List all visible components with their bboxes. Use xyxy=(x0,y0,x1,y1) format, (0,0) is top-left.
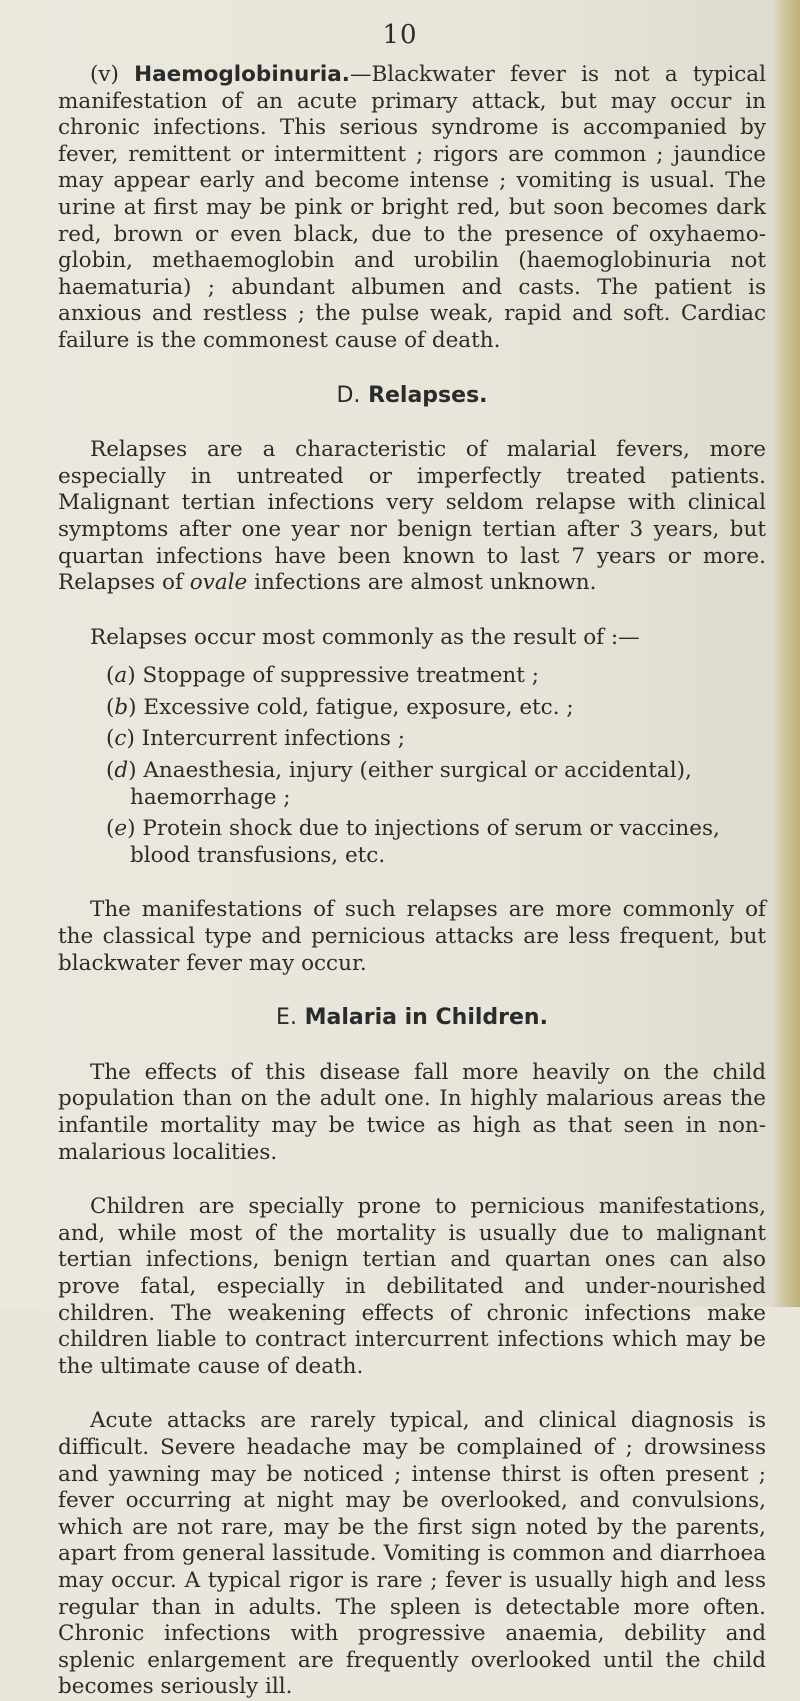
page-edge-shadow xyxy=(772,0,800,1307)
list-item: (b) Excessive cold, fatigue, exposure, etc. ; xyxy=(106,694,574,720)
list-item-text: Intercurrent infections ; xyxy=(141,726,406,752)
list-item: (c) Intercurrent infections ; xyxy=(106,726,406,752)
list-item-text: Anaesthesia, injury (either surgical or accidental), haemorrhage ; xyxy=(130,758,692,810)
page-body xyxy=(58,62,766,1701)
section-letter: D. xyxy=(336,382,361,408)
section-title: Relapses. xyxy=(368,382,488,408)
list-item: (a) Stoppage of suppressive treatment ; xyxy=(106,663,539,689)
paragraph-text: infections are almost unknown. xyxy=(247,570,597,596)
list-item: (e) Protein shock due to injections of serum or vaccines, blood transfusions, etc. xyxy=(106,816,720,868)
paragraph-children-3: Acute attacks are rarely typical, and clinical diagnosis is difficult. Severe headache may be complained of ; drowsiness and yawning may be noticed ; intense thirst is often present ; fever occurring at night may be overlooked, and convulsions, which are not rare, may be the first sign noted by the parents, apart from general lassitude. Vomiting is common and diarrhoea may occur. A typical rigor is rare ; fever is usually high and less regular than in adults. The spleen is detectable more often. Chronic infections with progressive anaemia, debility and splenic enlargement are frequently overlooked until the child becomes seriously ill. xyxy=(58,1408,766,1700)
paragraph-relapses-3: The manifestations of such relapses are more commonly of the classical type and pernicious attacks are less frequent, but blackwater fever may occur. xyxy=(58,897,766,976)
paragraph-haemoglobinuria xyxy=(58,62,766,355)
paragraph-children-1: The effects of this disease fall more heavily on the child population than on the adult one. In highly malarious areas the infantile mortality may be twice as high as that seen in non-malarious localities. xyxy=(58,1059,766,1165)
paragraph-relapses-1 xyxy=(58,437,766,597)
page-number: 10 xyxy=(382,20,418,50)
list-marker: d xyxy=(114,758,129,784)
list-item-text: Excessive cold, fatigue, exposure, etc. ; xyxy=(143,694,574,720)
section-title: Malaria in Children. xyxy=(304,1005,548,1031)
list-marker: e xyxy=(114,816,128,842)
relapse-causes-list xyxy=(58,663,766,869)
run-in-heading: Haemoglobinuria. xyxy=(134,62,350,87)
paragraph-relapses-intro: Relapses occur most commonly as the result of :— xyxy=(90,624,640,650)
section-letter: E. xyxy=(276,1005,297,1031)
item-label: (v) xyxy=(90,62,119,87)
list-marker: b xyxy=(114,694,129,720)
paragraph-text: —Blackwater fever is not a typical manifestation of an acute primary attack, but may occur in chronic infections. This serious syndrome is accompanied by fever, remittent or intermittent ; rigors are common ; jaundice may appear early and become intense ; vomiting is usual. The urine at first may be pink or bright red, but soon becomes dark red, brown or even black, due to the presence of oxyhaemoglobin, methaemoglobin and urobilin (haemoglobinuria not haematuria) ; abundant albumen and casts. The patient is anxious and restless ; the pulse weak, rapid and soft. Cardiac failure is the commonest cause of death. xyxy=(58,62,766,353)
section-heading-relapses xyxy=(58,383,766,410)
paragraph-text: Relapses are a characteristic of malarial fevers, more especially in untreated or imperfectly treated patients. Malignant tertian infections very seldom relapse with clinical symptoms after one year nor benign tertian after 3 years, but quartan infections have been known to last 7 years or more. Relapses of xyxy=(58,437,766,596)
italic-term: ovale xyxy=(189,570,248,596)
list-marker: a xyxy=(114,663,128,689)
section-heading-children xyxy=(58,1005,766,1032)
list-item: (d) Anaesthesia, injury (either surgical or accidental), haemorrhage ; xyxy=(106,758,692,810)
list-item-text: Stoppage of suppressive treatment ; xyxy=(142,663,539,689)
list-marker: c xyxy=(114,726,127,752)
list-item-text: Protein shock due to injections of serum or vaccines, blood transfusions, etc. xyxy=(130,816,720,868)
paragraph-children-2: Children are specially prone to pernicious manifestations, and, while most of the mortality is usually due to malignant tertian infections, benign tertian and quartan ones can also prove fatal, especially in debilitated and under-nourished children. The weakening effects of chronic infections make children liable to contract intercurrent infections which may be the ultimate cause of death. xyxy=(58,1194,766,1379)
